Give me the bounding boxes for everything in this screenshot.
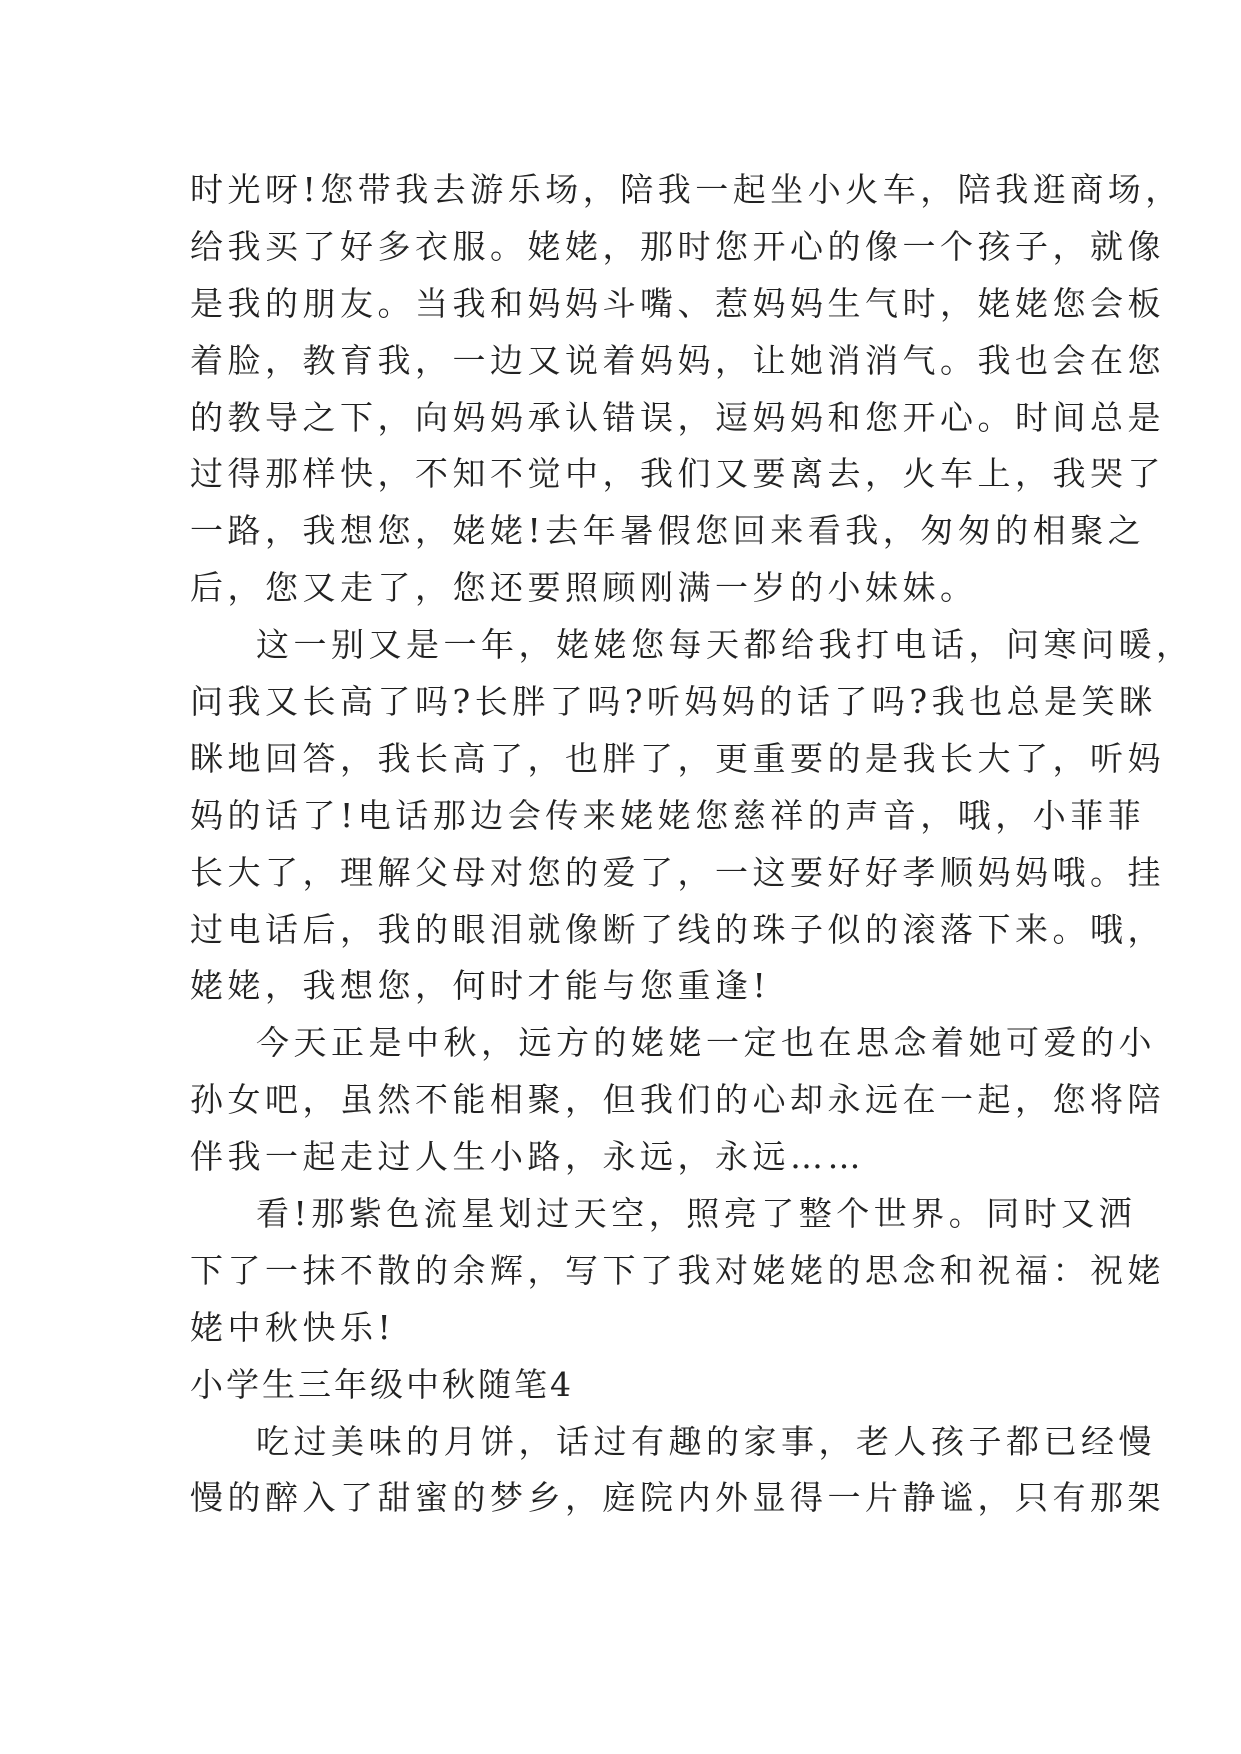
text-line: 着脸，教育我，一边又说着妈妈，让她消消气。我也会在您: [190, 340, 1165, 380]
text-line: 姥姥，我想您，何时才能与您重逢!: [190, 966, 771, 1006]
text-line: 妈的话了!电话那边会传来姥姥您慈祥的声音，哦，小菲菲: [190, 795, 1146, 835]
text-line: 给我买了好多衣服。姥姥，那时您开心的像一个孩子，就像: [190, 226, 1165, 266]
text-line: 孙女吧，虽然不能相聚，但我们的心却永远在一起，您将陪: [190, 1080, 1165, 1120]
text-line: 时光呀!您带我去游乐场，陪我一起坐小火车，陪我逛商场，: [190, 170, 1183, 209]
text-line: 过得那样快，不知不觉中，我们又要离去，火车上，我哭了: [190, 454, 1165, 494]
text-line: 是我的朋友。当我和妈妈斗嘴、惹妈妈生气时，姥姥您会板: [190, 283, 1165, 323]
document-body: [190, 162, 1194, 1527]
text-line: 眯地回答，我长高了，也胖了，更重要的是我长大了，听妈: [190, 738, 1165, 778]
section-heading: 小学生三年级中秋随笔4: [190, 1364, 574, 1404]
text-line: 慢的醉入了甜蜜的梦乡，庭院内外显得一片静谧，只有那架: [190, 1478, 1165, 1518]
text-line: 姥中秋快乐!: [190, 1307, 396, 1347]
paragraph-start-line: 看!那紫色流星划过天空，照亮了整个世界。同时又洒: [256, 1194, 1137, 1234]
text-line: 问我又长高了吗?长胖了吗?听妈妈的话了吗?我也总是笑眯: [190, 682, 1157, 722]
text-line: 一路，我想您，姥姥!去年暑假您回来看我，匆匆的相聚之: [190, 511, 1146, 551]
text-line: 伴我一起走过人生小路，永远，永远……: [190, 1137, 865, 1177]
paragraph-start-line: 今天正是中秋，远方的姥姥一定也在思念着她可爱的小: [256, 1023, 1156, 1063]
text-line: 的教导之下，向妈妈承认错误，逗妈妈和您开心。时间总是: [190, 397, 1165, 437]
paragraph-start-line: 吃过美味的月饼，话过有趣的家事，老人孩子都已经慢: [256, 1421, 1156, 1461]
text-line: 长大了，理解父母对您的爱了，一这要好好孝顺妈妈哦。挂: [190, 852, 1165, 892]
paragraph-start-line: 这一别又是一年，姥姥您每天都给我打电话，问寒问暖，: [256, 625, 1194, 665]
text-line: 过电话后，我的眼泪就像断了线的珠子似的滚落下来。哦，: [190, 909, 1165, 949]
text-line: 下了一抹不散的余辉，写下了我对姥姥的思念和祝福：祝姥: [190, 1250, 1165, 1290]
text-line: 后，您又走了，您还要照顾刚满一岁的小妹妹。: [190, 568, 978, 608]
